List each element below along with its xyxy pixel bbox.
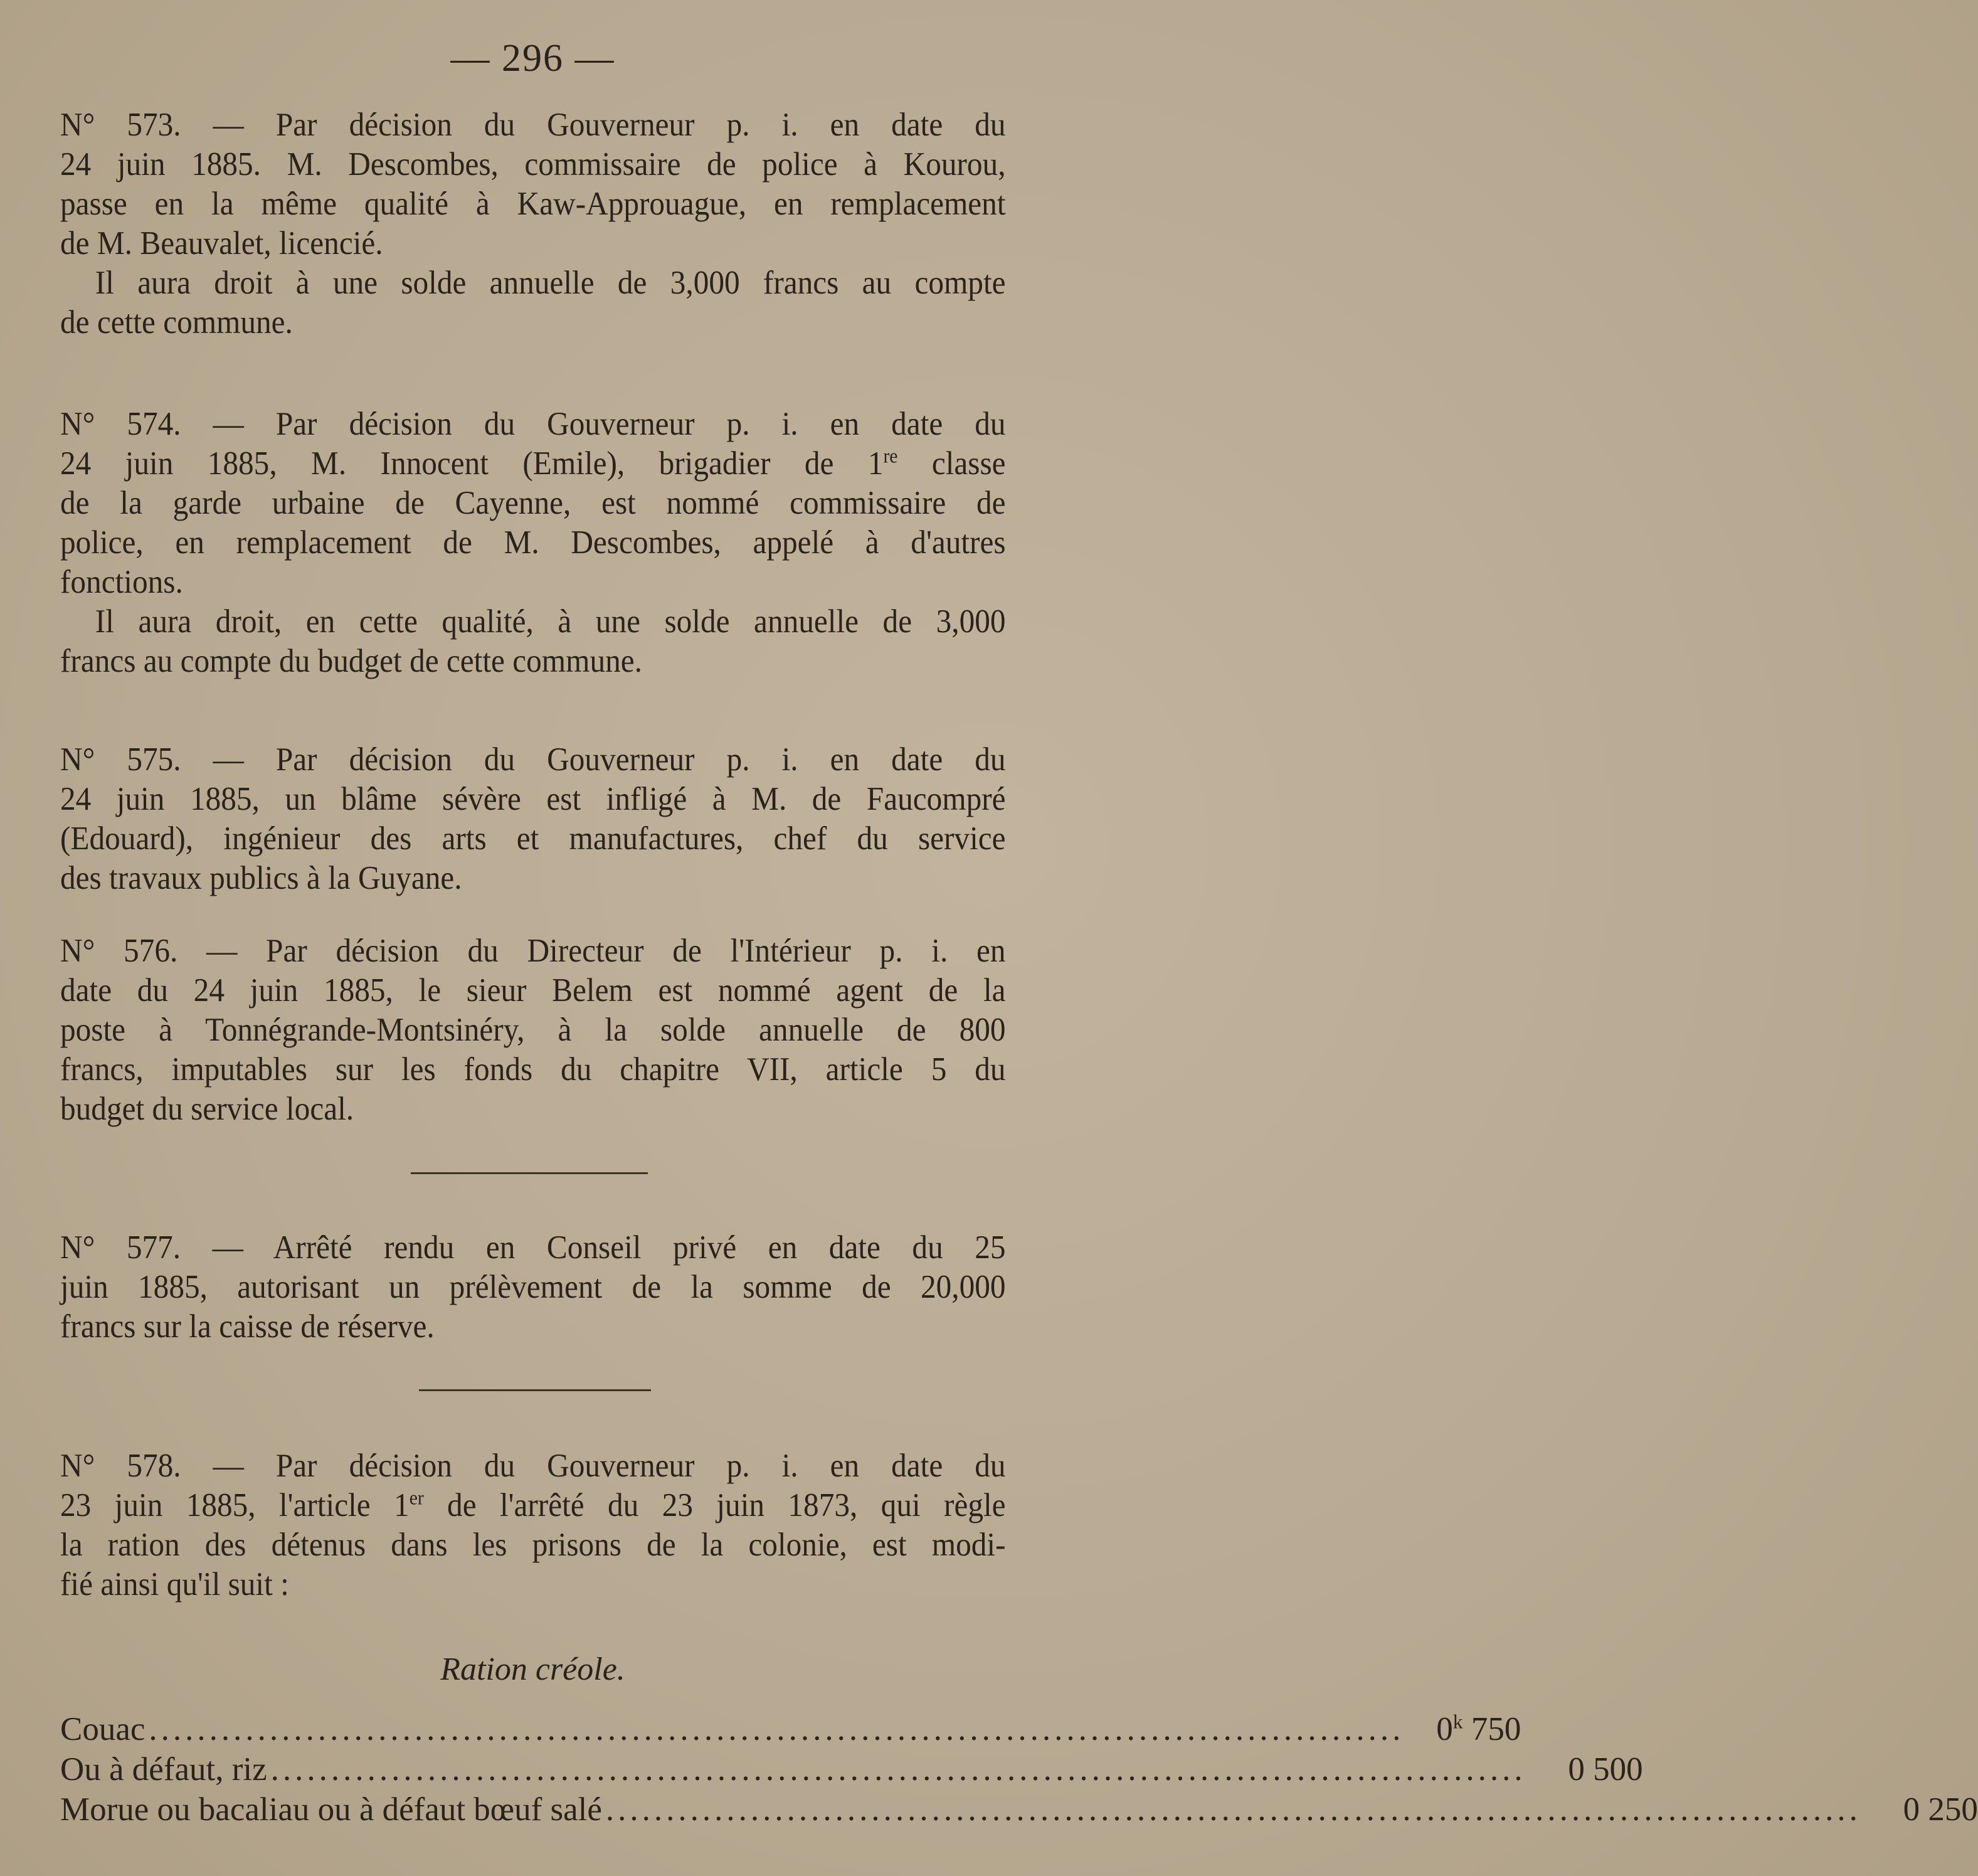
- entry-line: de la garde urbaine de Cayenne, est nommé commissaire de: [60, 485, 1006, 521]
- entry-line: passe en la même qualité à Kaw-Approuague, en remplacement: [60, 186, 1006, 222]
- ration-title: Ration créole.: [440, 1651, 625, 1687]
- ration-value: 0 250: [1903, 1791, 1978, 1828]
- ration-row: [60, 1790, 1978, 1830]
- entry-line: N° 574. — Par décision du Gouverneur p. i. en date du: [60, 406, 1006, 442]
- entry-line: N° 573. — Par décision du Gouverneur p. i. en date du: [60, 107, 1006, 143]
- entry-line-text: 23 juin 1885, l'article 1er de l'arrêté du 23 juin 1873, qui règle: [60, 1486, 1006, 1524]
- ration-label: Ou à défaut, riz: [60, 1751, 267, 1788]
- entry-575: [60, 740, 1006, 898]
- entry-line: N° 577. — Arrêté rendu en Conseil privé en date du 25: [60, 1229, 1006, 1266]
- entry-line: Il aura droit, en cette qualité, à une solde annuelle de 3,000: [95, 603, 1006, 640]
- entry-577: [60, 1228, 1006, 1347]
- entry-line: N° 578. — Par décision du Gouverneur p. i. en date du: [60, 1448, 1006, 1484]
- entry-line: (Edouard), ingénieur des arts et manufactures, chef du service: [60, 820, 1006, 857]
- ration-value: 0$^k$ 750: [1436, 1710, 1521, 1747]
- entry-line: de M. Beauvalet, licencié.: [60, 225, 383, 262]
- entry-line-text: 24 juin 1885, M. Innocent (Emile), brigadier de 1re classe: [60, 445, 1006, 482]
- entry-line: date du 24 juin 1885, le sieur Belem est nommé agent de la: [60, 972, 1006, 1009]
- entry-line: poste à Tonnégrande-Montsinéry, à la solde annuelle de 800: [60, 1012, 1006, 1048]
- entry-573: [60, 105, 1006, 342]
- entry-line: [60, 1486, 1006, 1525]
- page-number: — 296 —: [450, 37, 615, 80]
- entry-line: de cette commune.: [60, 304, 293, 341]
- entry-line: la ration des détenus dans les prisons de la colonie, est modi-: [60, 1527, 1006, 1563]
- ration-label: Morue ou bacaliau ou à défaut bœuf salé: [60, 1791, 602, 1828]
- entry-line: budget du service local.: [60, 1091, 354, 1127]
- entry-line: [60, 444, 1006, 484]
- entry-576: [60, 931, 1006, 1129]
- entry-line: juin 1885, autorisant un prélèvement de la somme de 20,000: [60, 1269, 1006, 1305]
- separator-rule: [411, 1172, 648, 1174]
- ration-row: [60, 1710, 1521, 1749]
- entry-line: francs au compte du budget de cette commune.: [60, 643, 642, 679]
- entry-574: [60, 405, 1006, 681]
- entry-line: Il aura droit à une solde annuelle de 3,000 francs au compte: [95, 265, 1006, 301]
- entry-line: 24 juin 1885, un blâme sévère est infligé à M. de Faucompré: [60, 781, 1006, 817]
- dot-leader: ........................................................................................................: [149, 1711, 1405, 1747]
- ration-label: Couac: [60, 1711, 145, 1747]
- entry-line: N° 575. — Par décision du Gouverneur p. i. en date du: [60, 741, 1006, 778]
- entry-578: [60, 1446, 1006, 1604]
- entry-line: 24 juin 1885. M. Descombes, commissaire de police à Kourou,: [60, 146, 1006, 183]
- separator-rule: [419, 1389, 651, 1391]
- dot-leader: ........................................................................................................: [605, 1791, 1861, 1828]
- entry-line: francs, imputables sur les fonds du chapitre VII, article 5 du: [60, 1051, 1006, 1088]
- entry-line: francs sur la caisse de réserve.: [60, 1308, 435, 1345]
- entry-line: N° 576. — Par décision du Directeur de l'Intérieur p. i. en: [60, 933, 1006, 969]
- entry-line: fonctions.: [60, 564, 183, 600]
- dot-leader: ........................................................................................................: [270, 1751, 1526, 1788]
- entry-line: police, en remplacement de M. Descombes, appelé à d'autres: [60, 524, 1006, 561]
- ration-value: 0 500: [1568, 1751, 1643, 1788]
- entry-line: fié ainsi qu'il suit :: [60, 1566, 289, 1603]
- ration-row: [60, 1750, 1643, 1789]
- entry-line: des travaux publics à la Guyane.: [60, 860, 462, 896]
